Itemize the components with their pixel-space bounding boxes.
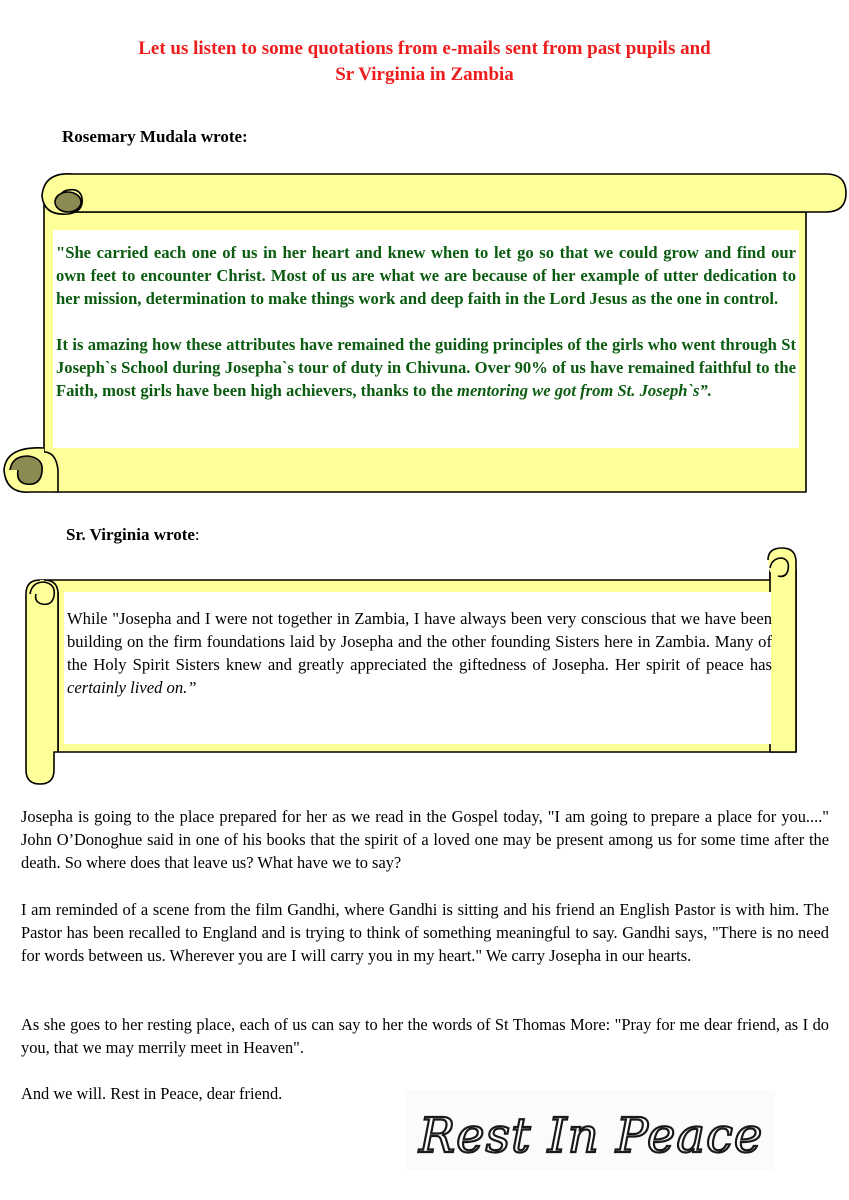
quote2-text-main: While "Josepha and I were not together in Zambia, I have always been very conscious that we have been building on the firm foundations laid by Josepha and the other founding Sisters here in Zambia. Many of the Holy Spirit Sisters knew and greatly appreciated the giftedness of Josepha. Her spirit of peace has (67, 609, 772, 674)
body-paragraph-3: As she goes to her resting place, each of us can say to her the words of St Thomas More: "Pray for me dear friend, as I do you, that we may merrily meet in Heaven". (21, 1015, 829, 1057)
heading-line-2: Sr Virginia in Zambia (335, 64, 514, 85)
quote1-paragraph-2-italic: mentoring we got from St. Joseph`s”. (457, 381, 712, 400)
quote1-label: Rosemary Mudala wrote: (62, 127, 248, 146)
rest-in-peace-image (405, 1090, 775, 1170)
quote2-label-colon: : (194, 525, 200, 544)
quote2-label-bold: Sr. Virginia wrote (66, 525, 195, 544)
rest-in-peace-lettering: Rest In Peace (419, 1108, 764, 1164)
quote2-text-italic: certainly lived on.” (67, 678, 197, 697)
body-paragraph-1: Josepha is going to the place prepared for her as we read in the Gospel today, "I am going to prepare a place for you...." John O’Donoghue said in one of his books that the spirit of a loved one may be present among us for some time after the death. So where does that leave us? What have we to say? (21, 807, 829, 872)
quote1-paragraph-1: "She carried each one of us in her heart and knew when to let go so that we could grow and find our own feet to encounter Christ. Most of us are what we are because of her example of utter dedication to her mission, determination to make things work and deep faith in the Lord Jesus as the one in control. (56, 243, 796, 308)
quote1-paragraph-2-text: It is amazing how these attributes have remained the guiding principles of the girls who went through St Joseph`s School during Josepha`s tour of duty in Chivuna. Over 90% of us have remained faithful to the Faith, most girls have been high achievers, thanks to the (56, 335, 796, 400)
body-paragraph-2: I am reminded of a scene from the film Gandhi, where Gandhi is sitting and his friend an English Pastor is with him. The Pastor has been recalled to England and is trying to think of something meaningful to say. Gandhi says, "There is no need for words between us. Wherever you are I will carry you in my heart." We carry Josepha in our hearts. (21, 900, 829, 965)
rest-in-peace-script (405, 1090, 775, 1170)
quote2-text (67, 607, 772, 699)
heading-line-1: Let us listen to some quotations from e-mails sent from past pupils and (138, 38, 711, 59)
body-paragraph-4: And we will. Rest in Peace, dear friend. (21, 1084, 283, 1103)
